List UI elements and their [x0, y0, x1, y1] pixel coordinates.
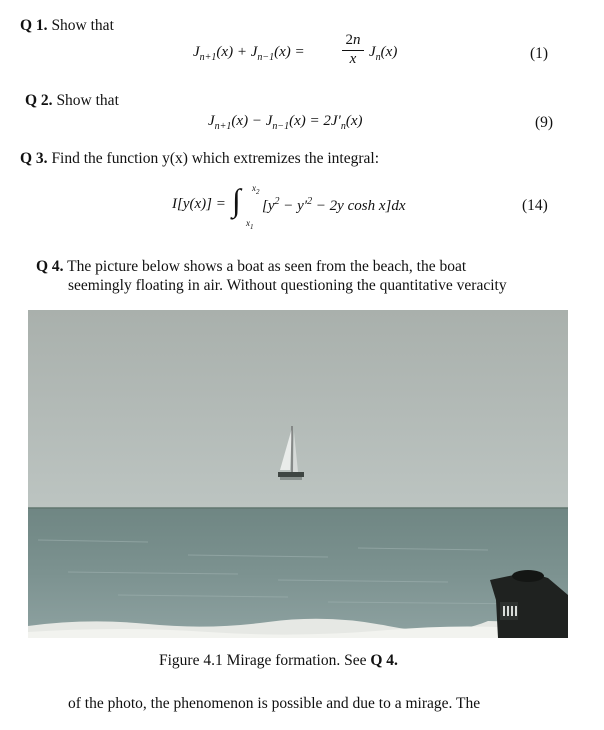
q1-equation: $J_{n+1}(x) + J_{n-1}(x)$ = 2n x $J_n(x)$ [193, 32, 398, 67]
figure-caption-ref: Q 4. [370, 652, 398, 669]
q4-continuation: of the photo, the phenomenon is possible and due to a mirage. The [68, 695, 481, 712]
q2-equation: $J_{n+1}(x) - J_{n-1}(x) = 2J'_n(x)$ [208, 113, 363, 132]
q1-heading [20, 17, 114, 35]
q1-eq-number: (1) [530, 45, 549, 62]
q4-line1 [36, 256, 568, 277]
figure-caption-text: Figure 4.1 Mirage formation. See [159, 652, 367, 669]
q2-number: Q 2. [25, 92, 53, 109]
mirage-photo [28, 310, 568, 638]
sea [28, 508, 568, 638]
q3-text: Find the function y(x) which extremizes the integral: [51, 150, 379, 167]
q1-number: Q 1. [20, 17, 48, 34]
q4-text-line2: seemingly floating in air. Without questioning the quantitative veracity [68, 277, 507, 294]
q3-equation: I[y(x)] = ∫ $x_2$ $x_1$ [$y^2 - y'^2 - 2y$ cosh x]dx [172, 182, 406, 231]
q2-text: Show that [56, 92, 119, 109]
figure-caption [159, 652, 398, 670]
q1-text: Show that [51, 17, 114, 34]
q2-eq-number: (9) [535, 114, 554, 131]
q4-text-line1: The picture below shows a boat as seen from the beach, the boat [67, 258, 467, 275]
q2-heading [25, 92, 119, 110]
q3-eq-number: (14) [522, 197, 548, 214]
q4-number: Q 4. [36, 258, 64, 275]
q3-number: Q 3. [20, 150, 48, 167]
q3-heading [20, 150, 379, 168]
